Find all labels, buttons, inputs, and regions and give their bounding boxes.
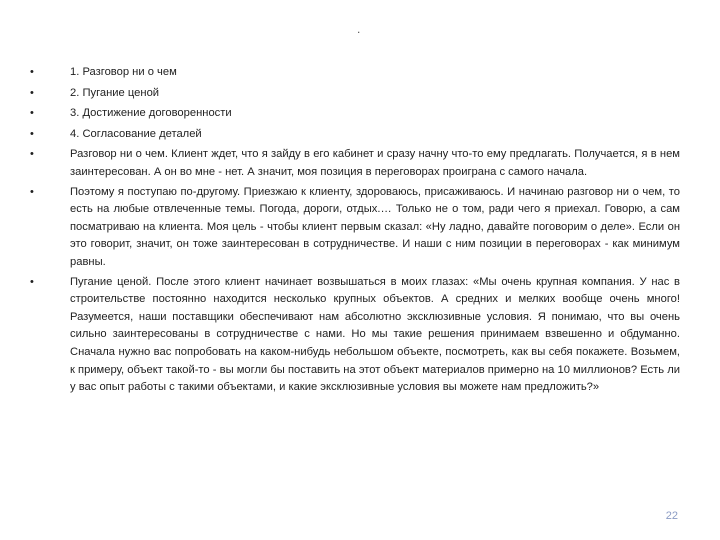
page-number: 22 bbox=[665, 510, 678, 522]
bullet-icon: • bbox=[30, 107, 34, 120]
list-item-text: Разговор ни о чем. Клиент ждет, что я зайду в его кабинет и сразу начну что-то ему предлагать. Получается, я в нем заинтересован. А он во мне - нет. А значит, моя позиция в переговорах проиграна с самого начала. bbox=[70, 148, 680, 178]
bullet-icon: • bbox=[30, 66, 34, 78]
bullet-icon: • bbox=[30, 185, 34, 198]
list-item-text: 3. Достижение договоренности bbox=[70, 107, 232, 120]
list-item bbox=[30, 85, 680, 103]
list-item bbox=[30, 105, 680, 123]
bullet-icon: • bbox=[30, 275, 34, 288]
list-item-text: 4. Согласование деталей bbox=[70, 127, 202, 140]
list-item-text: 2. Пугание ценой bbox=[70, 86, 160, 99]
list-item bbox=[30, 126, 680, 144]
bullet-list bbox=[30, 64, 680, 399]
list-item bbox=[30, 184, 680, 272]
bullet-icon: • bbox=[30, 127, 34, 140]
list-item bbox=[30, 64, 680, 82]
bullet-icon: • bbox=[30, 86, 34, 99]
top-mark: . bbox=[357, 22, 361, 36]
bullet-icon: • bbox=[30, 148, 34, 161]
list-item bbox=[30, 274, 680, 397]
list-item-text: Поэтому я поступаю по-другому. Приезжаю к клиенту, здороваюсь, присаживаюсь. И начинаю разговор ни о чем, то есть на любые отвлеченные темы. Погода, дороги, отдых.… Только не о том, ради чего я приехал. Говорю, а сам посматриваю на клиента. Моя цель - чтобы клиент первым сказал: «Ну ладно, давайте поговорим о деле». Если он это говорит, значит, он тоже заинтересован в сотрудничестве. И наши с ним позиции в переговорах - как минимум равны. bbox=[70, 185, 680, 268]
list-item-text: Пугание ценой. После этого клиент начинает возвышаться в моих глазах: «Мы очень крупная компания. У нас в строительстве постоянно находится несколько крупных объектов. А средних и мелких вообще очень много! Разумеется, наши поставщики обеспечивают нам абсолютно эксклюзивные условия. Я понимаю, что вы очень сильно заинтересованы в сотрудничестве с нами. Но мы такие решения принимаем взвешенно и обдуманно. Сначала нужно вас попробовать на каком-нибудь небольшом объекте, посмотреть, как вы себя покажете. Возьмем, к примеру, объект такой-то - вы могли бы поставить на этот объект материалов примерно на 10 миллионов? Есть ли у вас опыт работы с такими объектами, и какие эксклюзивные условия вы можете нам предложить?» bbox=[70, 275, 680, 394]
list-item bbox=[30, 146, 680, 181]
list-item-text: 1. Разговор ни о чем bbox=[70, 66, 177, 78]
